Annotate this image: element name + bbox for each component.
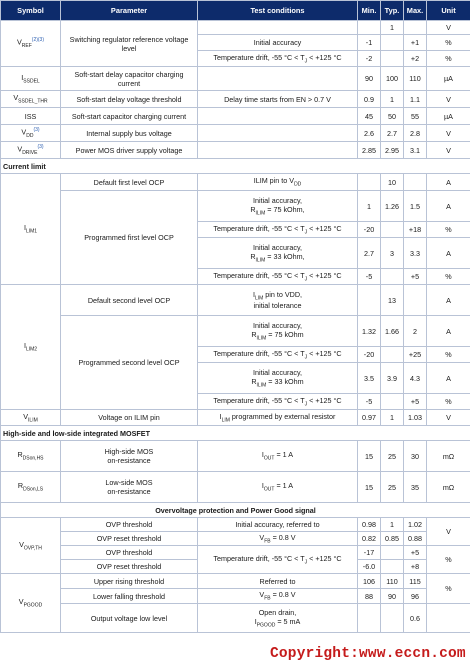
unit-value: % [427, 269, 470, 285]
test-condition: $I_{LIM}$ programmed by external resistor [198, 410, 358, 426]
param-upper-rising: Upper rising threshold [61, 574, 198, 589]
max-value: 1.1 [404, 91, 427, 108]
table-row [1, 174, 470, 191]
min-value: 1 [358, 191, 381, 222]
table-row [1, 589, 470, 604]
unit-value: A [427, 238, 470, 269]
typ-value: 25 [381, 441, 404, 472]
param-default-first-ocp: Default first level OCP [61, 174, 198, 191]
test-condition: ILIM pin to $V_{DD}$ [198, 174, 358, 191]
table-row [1, 67, 470, 91]
param-programmed-second-ocp: Programmed second level OCP [61, 316, 198, 410]
test-condition: $V_{FB} = 0.8$ V [198, 532, 358, 546]
test-condition: Initial accuracy, $R_{ILIM} = 75$ kOhm [198, 316, 358, 347]
typ-value: 13 [381, 285, 404, 316]
param-lower-falling: Lower falling threshold [61, 589, 198, 604]
unit-value: V [427, 91, 470, 108]
test-condition: Initial accuracy, $R_{ILIM} = 75$ kOhm, [198, 191, 358, 222]
param-default-second-ocp: Default second level OCP [61, 285, 198, 316]
min-value: -20 [358, 347, 381, 363]
test-condition: $I_{OUT} = 1$ A [198, 441, 358, 472]
param-programmed-first-ocp: Programmed first level OCP [61, 191, 198, 285]
param-vilim: Voltage on ILIM pin [61, 410, 198, 426]
unit-value: % [427, 222, 470, 238]
symbol-vdrive: $V_{DRIVE}^{(3)}$ [1, 142, 61, 159]
unit-value: % [427, 546, 470, 574]
max-value: 2 [404, 316, 427, 347]
table-row [1, 285, 470, 316]
unit-value: V [427, 142, 470, 159]
symbol-vpgood: $V_{PGOOD}$ [1, 574, 61, 633]
test-condition: $I_{LIM}$ pin to VDD, initial tolerance [198, 285, 358, 316]
test-condition: $V_{FB} = 0.8$ V [198, 589, 358, 604]
param-output-low-level: Output voltage low level [61, 604, 198, 633]
unit-value: V [427, 410, 470, 426]
test-condition: Delay time starts from EN > 0.7 V [198, 91, 358, 108]
max-value: +5 [404, 546, 427, 560]
min-value: -17 [358, 546, 381, 560]
copyright-watermark: Copyright:www.eccn.com [270, 646, 466, 662]
symbol-ilim1: $I_{LIM1}$ [1, 174, 61, 285]
test-condition: $I_{OUT} = 1$ A [198, 472, 358, 503]
table-row [1, 91, 470, 108]
param-ovp-reset: OVP reset threshold [61, 560, 198, 574]
table-row [1, 518, 470, 532]
max-value: 0.6 [404, 604, 427, 633]
unit-value: V [427, 21, 470, 35]
max-value: 55 [404, 108, 427, 125]
param-ovp-threshold: OVP threshold [61, 546, 198, 560]
test-condition: Temperature drift, -55 $^\circ C < T_J < +125$ °C [198, 269, 358, 285]
unit-value: A [427, 285, 470, 316]
symbol-vovp: $V_{OVP,TH}$ [1, 518, 61, 574]
min-value: -5 [358, 269, 381, 285]
min-value: 90 [358, 67, 381, 91]
test-condition: Initial accuracy [198, 35, 358, 51]
typ-value: 3 [381, 238, 404, 269]
typ-value: 1 [381, 91, 404, 108]
max-value: +2 [404, 51, 427, 67]
max-value: 0.88 [404, 532, 427, 546]
table-row [1, 191, 470, 222]
min-value: -20 [358, 222, 381, 238]
unit-value: % [427, 51, 470, 67]
typ-value: 1 [381, 21, 404, 35]
unit-value: % [427, 347, 470, 363]
param-ovp-reset: OVP reset threshold [61, 532, 198, 546]
typ-value: 2.95 [381, 142, 404, 159]
typ-value: 10 [381, 174, 404, 191]
min-value: 0.9 [358, 91, 381, 108]
typ-value: 90 [381, 589, 404, 604]
unit-value: A [427, 316, 470, 347]
max-value: 1.03 [404, 410, 427, 426]
typ-value: 25 [381, 472, 404, 503]
typ-value: 2.7 [381, 125, 404, 142]
typ-value: 1 [381, 410, 404, 426]
max-value: 3.3 [404, 238, 427, 269]
unit-value: µA [427, 108, 470, 125]
col-unit: Unit [427, 1, 470, 21]
max-value: 1.5 [404, 191, 427, 222]
unit-value: % [427, 574, 470, 604]
min-value: 88 [358, 589, 381, 604]
col-min: Min. [358, 1, 381, 21]
section-title-current-limit: Current limit [1, 159, 470, 174]
unit-value: A [427, 174, 470, 191]
typ-value: 110 [381, 574, 404, 589]
param-vssdel: Soft-start delay voltage threshold [61, 91, 198, 108]
min-value: 45 [358, 108, 381, 125]
table-row [1, 546, 470, 560]
typ-value: 1.26 [381, 191, 404, 222]
unit-value: V [427, 125, 470, 142]
param-ovp-threshold: OVP threshold [61, 518, 198, 532]
typ-value: 0.85 [381, 532, 404, 546]
max-value: 2.8 [404, 125, 427, 142]
section-title-ovp-pgood: Overvoltage protection and Power Good signal [1, 503, 470, 518]
test-condition: Referred to [198, 574, 358, 589]
table-row [1, 604, 470, 633]
table-row [1, 125, 470, 142]
symbol-vilim: $V_{ILIM}$ [1, 410, 61, 426]
table-row [1, 108, 470, 125]
max-value: 1.02 [404, 518, 427, 532]
min-value: 15 [358, 472, 381, 503]
symbol-issdel: $I_{SSDEL}$ [1, 67, 61, 91]
max-value: 115 [404, 574, 427, 589]
min-value: 1.32 [358, 316, 381, 347]
min-value: 3.5 [358, 363, 381, 394]
typ-value: 50 [381, 108, 404, 125]
min-value: 15 [358, 441, 381, 472]
min-value: -1 [358, 35, 381, 51]
test-condition: Temperature drift, -55 $^\circ C < T_J < +125$ °C [198, 394, 358, 410]
col-symbol: Symbol [1, 1, 61, 21]
unit-value: mΩ [427, 472, 470, 503]
section-row [1, 426, 470, 441]
table-row [1, 142, 470, 159]
symbol-vssdel: $V_{SSDEL\_THR}$ [1, 91, 61, 108]
test-condition: Initial accuracy, referred to [198, 518, 358, 532]
param-iss: Soft-start capacitor charging current [61, 108, 198, 125]
max-value: +1 [404, 35, 427, 51]
symbol-vref: $V_{REF}^{(2)(3)}$ [1, 21, 61, 67]
unit-value: A [427, 363, 470, 394]
max-value: 3.1 [404, 142, 427, 159]
typ-value: 1 [381, 518, 404, 532]
symbol-rdson-ls: $R_{DSon,LS}$ [1, 472, 61, 503]
table-row [1, 21, 470, 35]
table-header-row [1, 1, 470, 21]
unit-value: A [427, 191, 470, 222]
test-condition: Temperature drift, -55 $^\circ C < T_J < +125$ °C [198, 51, 358, 67]
min-value: -6.0 [358, 560, 381, 574]
param-vref: Switching regulator reference voltage level [61, 21, 198, 67]
min-value: 106 [358, 574, 381, 589]
test-condition: Initial accuracy, $R_{ILIM} = 33$ kOhm [198, 363, 358, 394]
test-condition: Temperature drift, -55 $^\circ C < T_J < +125$ °C [198, 222, 358, 238]
max-value: +5 [404, 394, 427, 410]
max-value: +25 [404, 347, 427, 363]
unit-value: % [427, 394, 470, 410]
unit-value: V [427, 518, 470, 546]
table-row [1, 532, 470, 546]
param-vdd: Internal supply bus voltage [61, 125, 198, 142]
min-value: 0.98 [358, 518, 381, 532]
max-value: +5 [404, 269, 427, 285]
param-issdel: Soft-start delay capacitor charging current [61, 67, 198, 91]
section-row [1, 503, 470, 518]
max-value: +8 [404, 560, 427, 574]
test-condition: Temperature drift, -55 $^\circ C < T_J < +125$ °C [198, 546, 358, 574]
unit-value: mΩ [427, 441, 470, 472]
symbol-rdson-hs: $R_{DSon,HS}$ [1, 441, 61, 472]
symbol-iss: ISS [1, 108, 61, 125]
table-row [1, 472, 470, 503]
min-value: -2 [358, 51, 381, 67]
col-test-conditions: Test conditions [198, 1, 358, 21]
test-condition: Initial accuracy, $R_{ILIM} = 33$ kOhm, [198, 238, 358, 269]
test-condition: Temperature drift, -55 $^\circ C < T_J < +125$ °C [198, 347, 358, 363]
table-row [1, 410, 470, 426]
symbol-ilim2: $I_{LIM2}$ [1, 285, 61, 410]
section-title-mosfet: High-side and low-side integrated MOSFET [1, 426, 470, 441]
col-typ: Typ. [381, 1, 404, 21]
param-vdrive: Power MOS driver supply voltage [61, 142, 198, 159]
table-row [1, 574, 470, 589]
max-value: 35 [404, 472, 427, 503]
param-rdson-ls: Low-side MOS on-resistance [61, 472, 198, 503]
symbol-vdd: $V_{DD}^{(3)}$ [1, 125, 61, 142]
typ-value: 1.66 [381, 316, 404, 347]
col-max: Max. [404, 1, 427, 21]
min-value: 0.97 [358, 410, 381, 426]
min-value: 2.85 [358, 142, 381, 159]
max-value: 4.3 [404, 363, 427, 394]
unit-value: µA [427, 67, 470, 91]
min-value: -5 [358, 394, 381, 410]
test-condition: Open drain, $I_{PGOOD} = 5$ mA [198, 604, 358, 633]
min-value: 2.7 [358, 238, 381, 269]
max-value: 30 [404, 441, 427, 472]
max-value: +18 [404, 222, 427, 238]
unit-value: % [427, 35, 470, 51]
typ-value: 3.9 [381, 363, 404, 394]
max-value: 110 [404, 67, 427, 91]
table-row [1, 441, 470, 472]
section-row [1, 159, 470, 174]
table-row [1, 316, 470, 347]
col-parameter: Parameter [61, 1, 198, 21]
typ-value: 100 [381, 67, 404, 91]
param-rdson-hs: High-side MOS on-resistance [61, 441, 198, 472]
min-value: 0.82 [358, 532, 381, 546]
min-value: 2.6 [358, 125, 381, 142]
max-value: 96 [404, 589, 427, 604]
